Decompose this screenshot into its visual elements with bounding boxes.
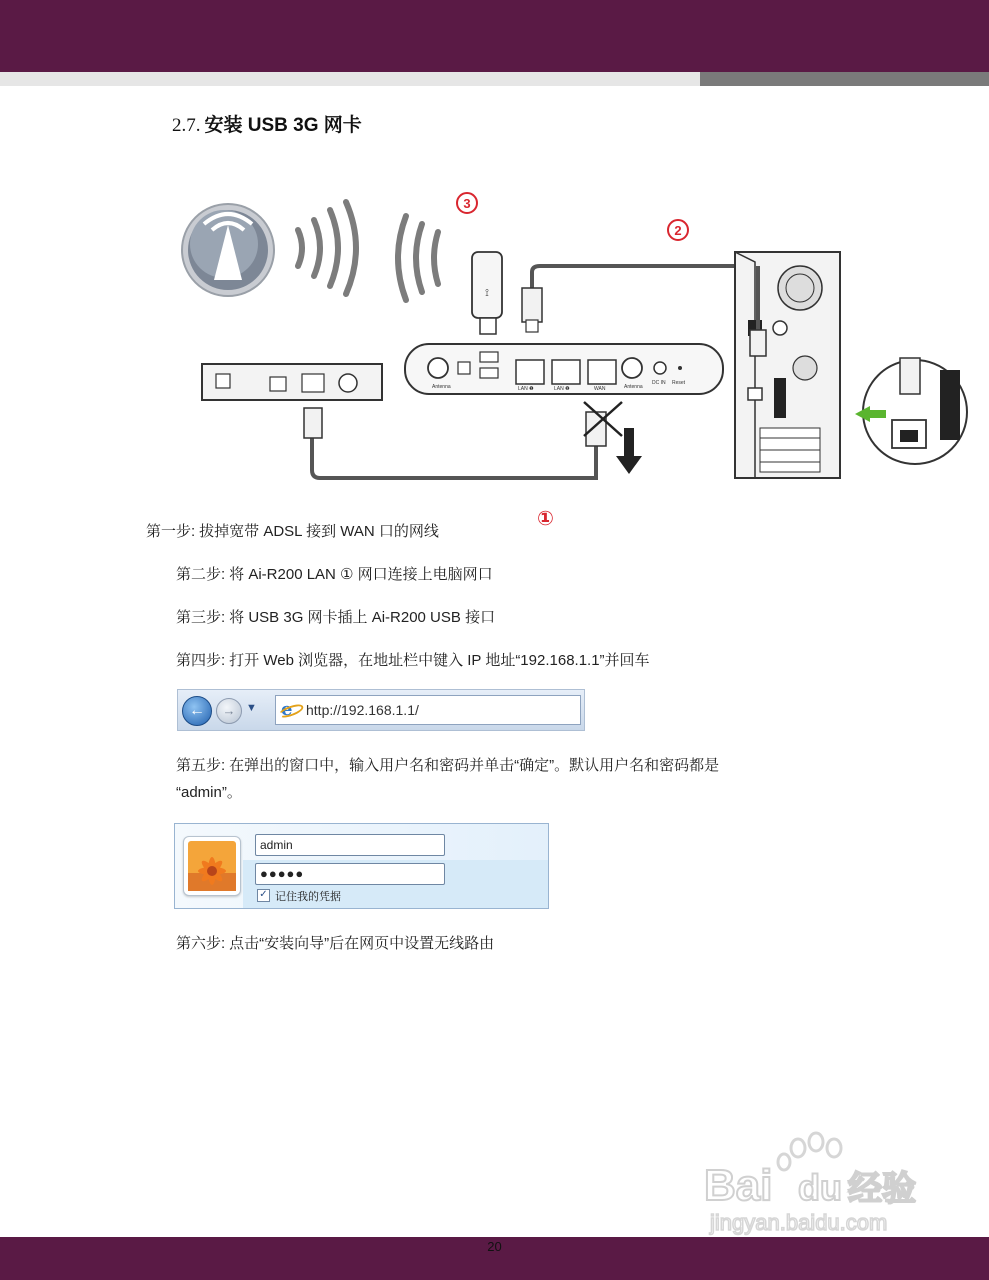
section-title: 安装 USB 3G 网卡 — [204, 115, 362, 136]
pc-tower-icon — [735, 252, 840, 478]
lan-cable — [532, 266, 755, 318]
wireless-globe-icon — [182, 204, 274, 296]
step-5 — [176, 754, 719, 775]
remember-label: 记住我的凭据 — [275, 891, 341, 903]
step-3 — [176, 606, 495, 627]
step-4-label: 第四步: — [176, 652, 226, 669]
step-1-label: 第一步: — [146, 523, 196, 540]
header-rule-light — [0, 72, 700, 86]
remember-checkbox[interactable]: ✓ — [257, 889, 270, 902]
step-4 — [176, 649, 650, 670]
step-3-text: 将 USB 3G 网卡插上 Ai-R200 USB 接口 — [229, 609, 496, 626]
svg-text:WAN: WAN — [594, 386, 606, 392]
usb-3g-dongle-icon — [472, 252, 502, 334]
header-rule-dark — [700, 72, 989, 86]
step-2 — [176, 563, 493, 584]
address-text: http://192.168.1.1/ — [306, 702, 419, 718]
back-arrow-icon[interactable]: ← — [182, 696, 212, 726]
step-4-text: 打开 Web 浏览器，在地址栏中键入 IP 地址“192.168.1.1”并回车 — [229, 652, 650, 669]
svg-text:Antenna: Antenna — [432, 384, 451, 390]
password-field[interactable]: ●●●●● — [255, 863, 445, 885]
header-band — [0, 0, 989, 72]
signal-waves-icon — [298, 202, 356, 294]
step-5-label: 第五步: — [176, 757, 226, 774]
lan-port-zoom-icon — [855, 358, 967, 464]
marker-3 — [457, 193, 477, 213]
marker-1: ① — [537, 508, 554, 530]
svg-text:Antenna: Antenna — [624, 384, 643, 390]
forward-arrow-icon[interactable]: → — [216, 698, 242, 724]
marker-2 — [668, 220, 688, 240]
step-2-text: 将 Ai-R200 LAN ① 网口连接上电脑网口 — [229, 566, 493, 583]
ie-logo-icon: e — [281, 699, 293, 720]
svg-text:2: 2 — [674, 223, 682, 238]
step-6-text: 点击“安装向导”后在网页中设置无线路由 — [229, 935, 495, 952]
svg-text:jingyan.baidu.com: jingyan.baidu.com — [710, 1210, 888, 1235]
section-number: 2.7. — [172, 115, 201, 136]
browser-address-bar — [177, 689, 585, 731]
address-input[interactable] — [275, 695, 581, 725]
flower-avatar-icon — [184, 837, 240, 895]
step-6-label: 第六步: — [176, 935, 226, 952]
chevron-down-icon[interactable]: ▼ — [246, 702, 257, 714]
step-6 — [176, 932, 494, 953]
svg-text:⟟: ⟟ — [485, 288, 489, 299]
step-2-label: 第二步: — [176, 566, 226, 583]
connection-diagram — [170, 180, 970, 490]
step-1 — [146, 520, 439, 541]
adsl-modem-icon — [202, 364, 382, 400]
svg-text:Bai: Bai — [704, 1161, 773, 1210]
username-field[interactable]: admin — [255, 834, 445, 856]
svg-text:du: du — [798, 1167, 842, 1208]
step-5-continued: “admin”。 — [176, 784, 242, 801]
signal-waves-icon-2 — [398, 216, 438, 300]
svg-text:DC IN: DC IN — [652, 380, 666, 386]
svg-text:LAN ❶: LAN ❶ — [518, 386, 534, 392]
svg-text:Reset: Reset — [672, 380, 686, 386]
svg-text:经验: 经验 — [848, 1169, 916, 1209]
step-3-label: 第三步: — [176, 609, 226, 626]
step-5-text: 在弹出的窗口中，输入用户名和密码并单击“确定”。默认用户名和密码都是 — [229, 757, 720, 774]
avatar — [183, 836, 241, 896]
wan-cable — [312, 430, 596, 478]
login-dialog — [174, 823, 549, 909]
section-heading — [172, 110, 362, 137]
baidu-watermark-logo — [700, 1128, 940, 1238]
ai-r200-router-icon — [405, 344, 723, 394]
page-number: 20 — [487, 1239, 502, 1254]
svg-text:LAN ❷: LAN ❷ — [554, 386, 570, 392]
step-1-text: 拔掉宽带 ADSL 接到 WAN 口的网线 — [199, 523, 439, 540]
svg-text:3: 3 — [463, 196, 471, 211]
